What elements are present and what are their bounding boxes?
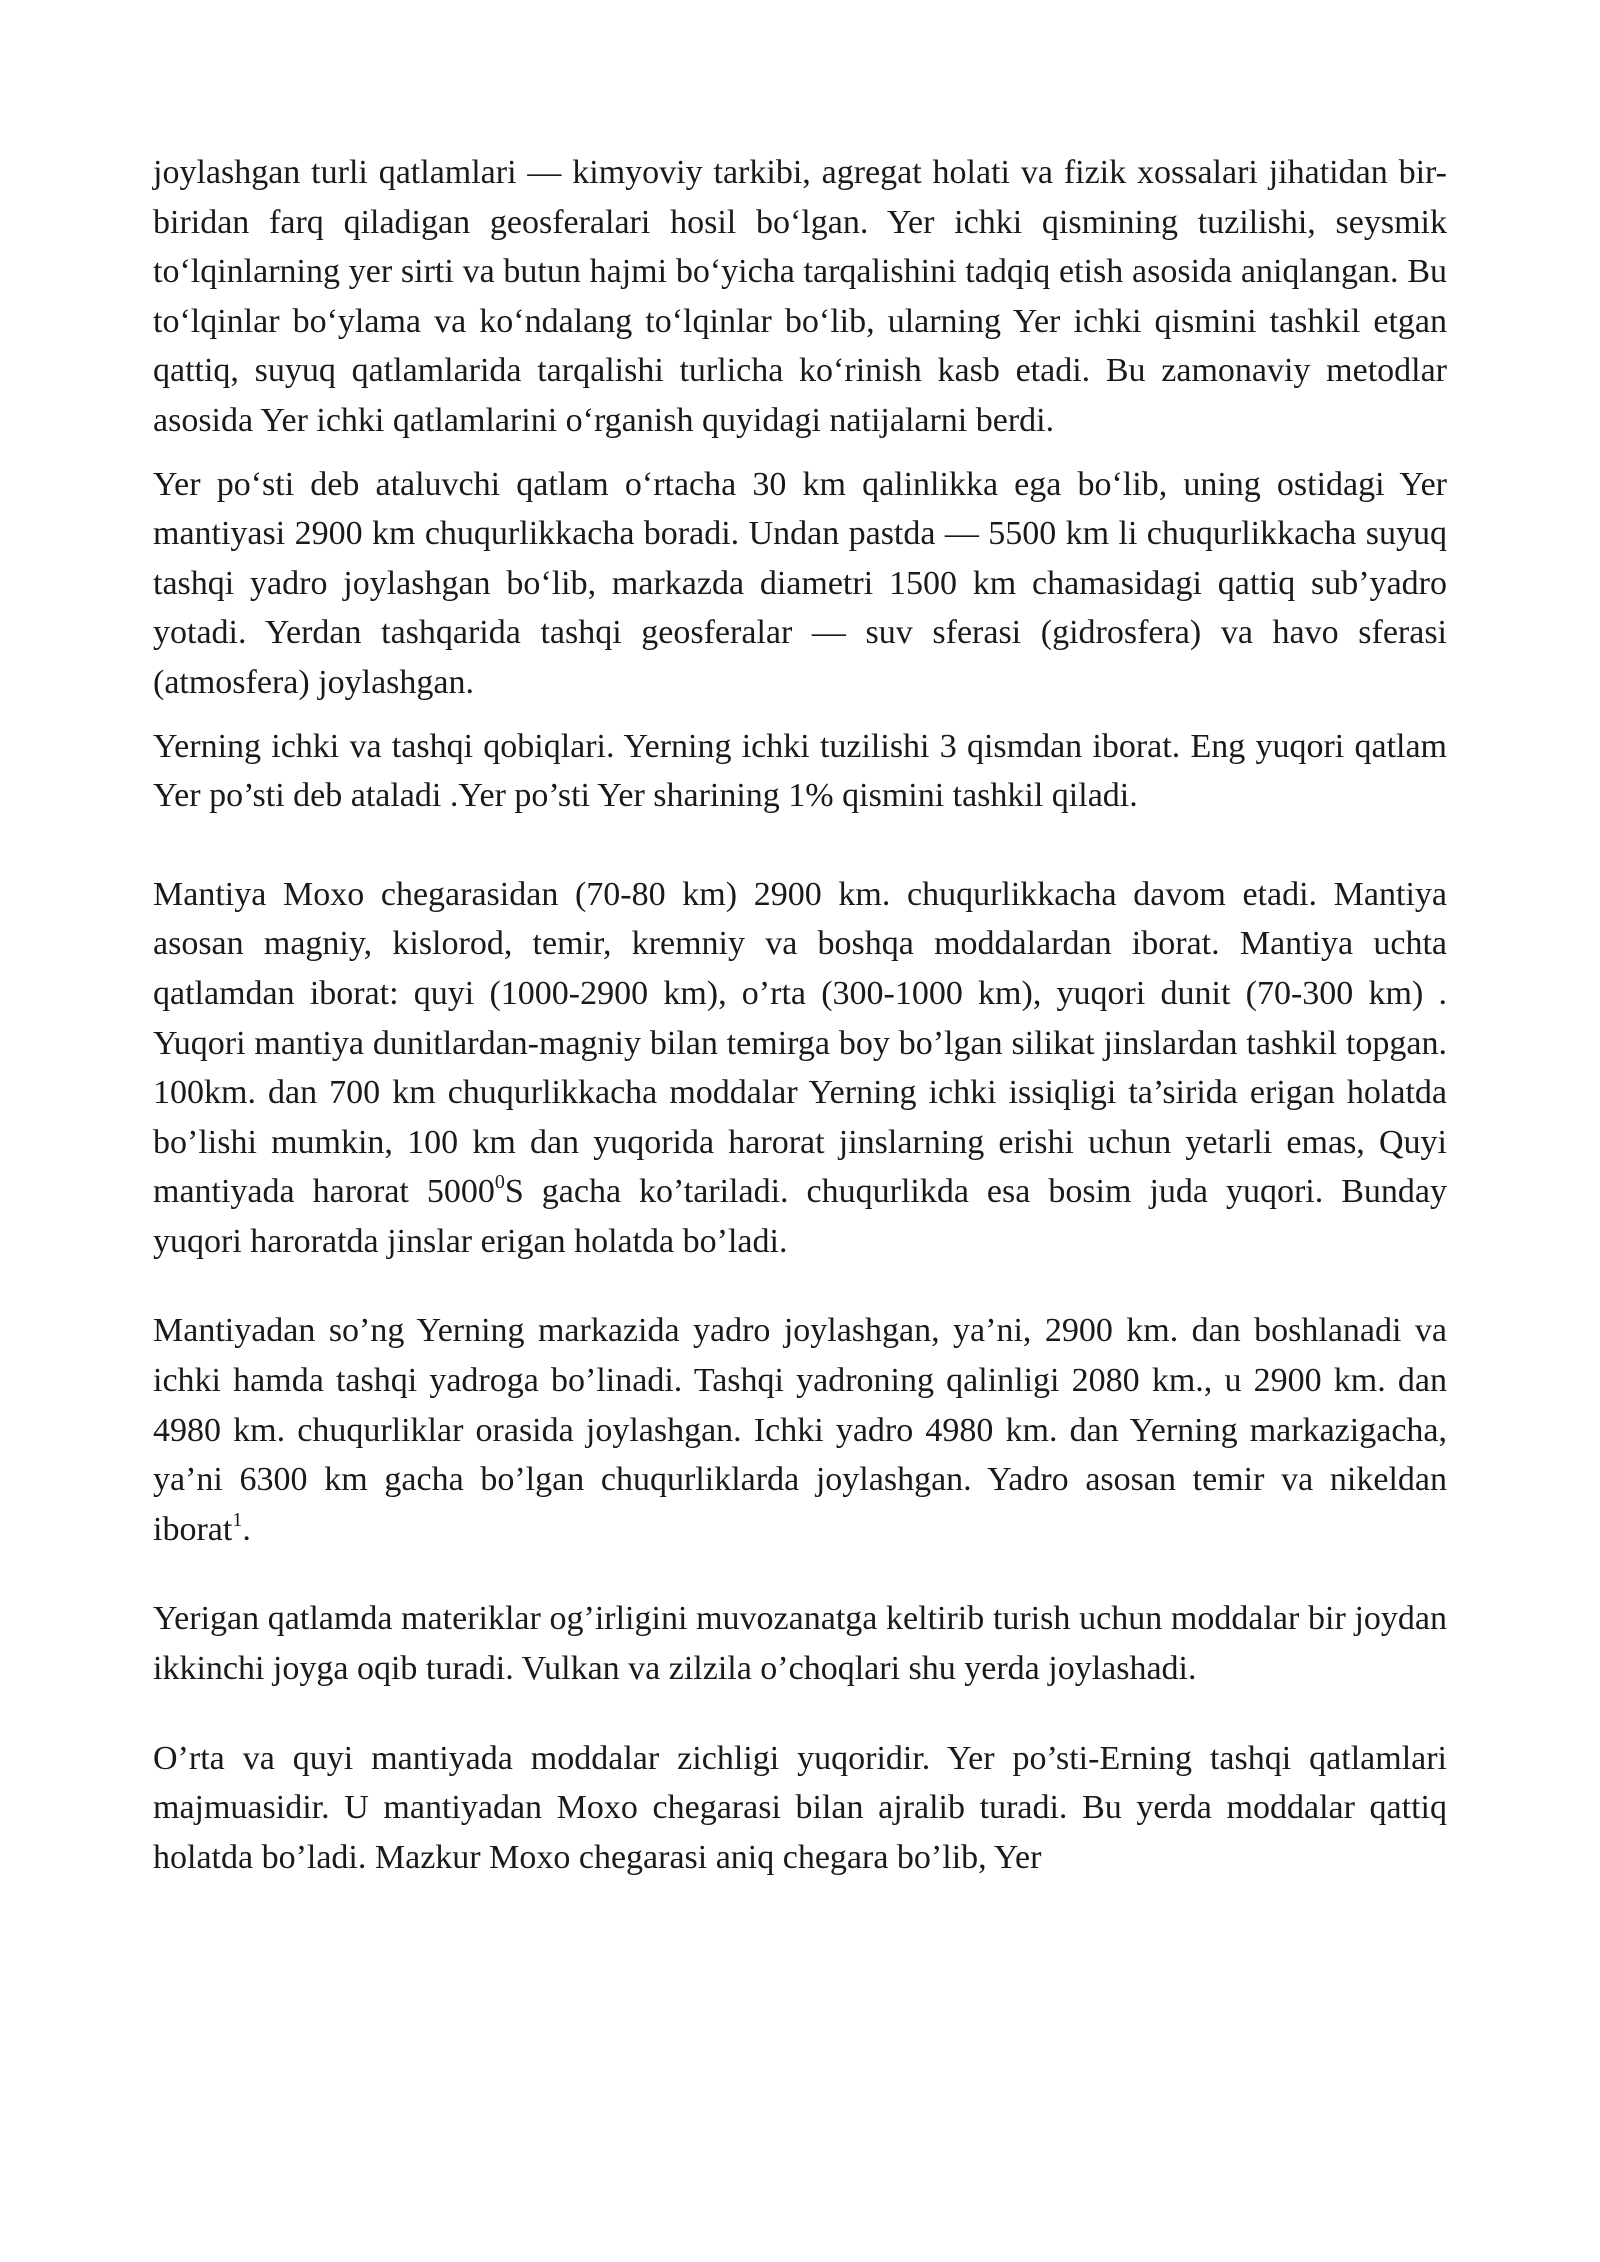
core-text-part-1: Mantiyadan so’ng Yerning markazida yadro joylashgan, ya’ni, 2900 km. dan boshlanadi va ichki hamda tashqi yadroga bo’linadi. Tashqi yadroning qalinligi 2080 km., u 2900 km. dan 4980 km. chuqurliklar orasida joylashgan. Ichki yadro 4980 km. dan Yerning markazigacha, ya’ni 6300 km gacha bo’lgan chuqurliklarda joylashgan. Yadro asosan temir va nikeldan iborat	[153, 1312, 1447, 1548]
paragraph-mantle	[153, 870, 1447, 1267]
degree-superscript: 0	[494, 1170, 505, 1193]
paragraph-inner-layers-intro: joylashgan turli qatlamlari — kimyoviy tarkibi, agregat holati va fizik xossalari jihatidan bir-biridan farq qiladigan geosferalari hosil bo‘lgan. Yer ichki qismining tuzilishi, seysmik to‘lqinlarning yer sirti va butun hajmi bo‘yicha tarqalishini tadqiq etish asosida aniqlangan. Bu to‘lqinlar bo‘ylama va ko‘ndalang to‘lqinlar bo‘lib, ularning Yer ichki qismini tashkil etgan qattiq, suyuq qatlamlarida tarqalishi turlicha ko‘rinish kasb etadi. Bu zamonaviy metodlar asosida Yer ichki qatlamlarini o‘rganish quyidagi natijalarni berdi.	[153, 154, 1447, 439]
paragraph-crust-mantle-core: Yer po‘sti deb ataluvchi qatlam o‘rtacha 30 km qalinlikka ega bo‘lib, uning ostidagi Yer mantiyasi 2900 km chuqurlikkacha boradi. Undan pastda — 5500 km li chuqurlikkacha suyuq tashqi yadro joylashgan bo‘lib, markazda diametri 1500 km chamasidagi qattiq sub’yadro yotadi. Yerdan tashqarida tashqi geosferalar — suv sferasi (gidrosfera) va havo sferasi (atmosfera) joylashgan.	[153, 465, 1447, 701]
paragraph-inner-outer-shells: Yerning ichki va tashqi qobiqlari. Yerning ichki tuzilishi 3 qismdan iborat. Eng yuqori qatlam Yer po’sti deb ataladi .Yer po’sti Yer sharining 1% qismini tashkil qiladi.	[153, 727, 1447, 815]
document-body	[153, 148, 1447, 1882]
mantle-text-part-2: S gacha ko’tariladi. chuqurlikda esa bosim juda yuqori. Bunday yuqori haroratda jinslar erigan holatda bo’ladi.	[153, 1173, 1447, 1260]
footnote-reference[interactable]: 1	[232, 1508, 243, 1531]
core-text-part-2: .	[242, 1510, 251, 1548]
paragraph-core	[153, 1306, 1447, 1554]
paragraph-molten-layer: Yerigan qatlamda materiklar og’irligini muvozanatga keltirib turish uchun moddalar bir joydan ikkinchi joyga oqib turadi. Vulkan va zilzila o’choqlari shu yerda joylashadi.	[153, 1600, 1447, 1688]
mantle-text-part-1: Mantiya Moxo chegarasidan (70-80 km) 2900 km. chuqurlikkacha davom etadi. Mantiya asosan magniy, kislorod, temir, kremniy va boshqa moddalardan iborat. Mantiya uchta qatlamdan iborat: quyi (1000-2900 km), o’rta (300-1000 km), yuqori dunit (70-300 km) . Yuqori mantiya dunitlardan-magniy bilan temirga boy bo’lgan silikat jinslardan tashkil topgan. 100km. dan 700 km chuqurlikkacha moddalar Yerning ichki issiqligi ta’sirida erigan holatda bo’lishi mumkin, 100 km dan yuqorida harorat jinslarning erishi uchun yetarli emas, Quyi mantiyada harorat 5000	[153, 875, 1447, 1211]
paragraph-crust-density: O’rta va quyi mantiyada moddalar zichligi yuqoridir. Yer po’sti-Erning tashqi qatlamlari majmuasidir. U mantiyadan Moxo chegarasi bilan ajralib turadi. Bu yerda moddalar qattiq holatda bo’ladi. Mazkur Moxo chegarasi aniq chegara bo’lib, Yer	[153, 1739, 1447, 1876]
